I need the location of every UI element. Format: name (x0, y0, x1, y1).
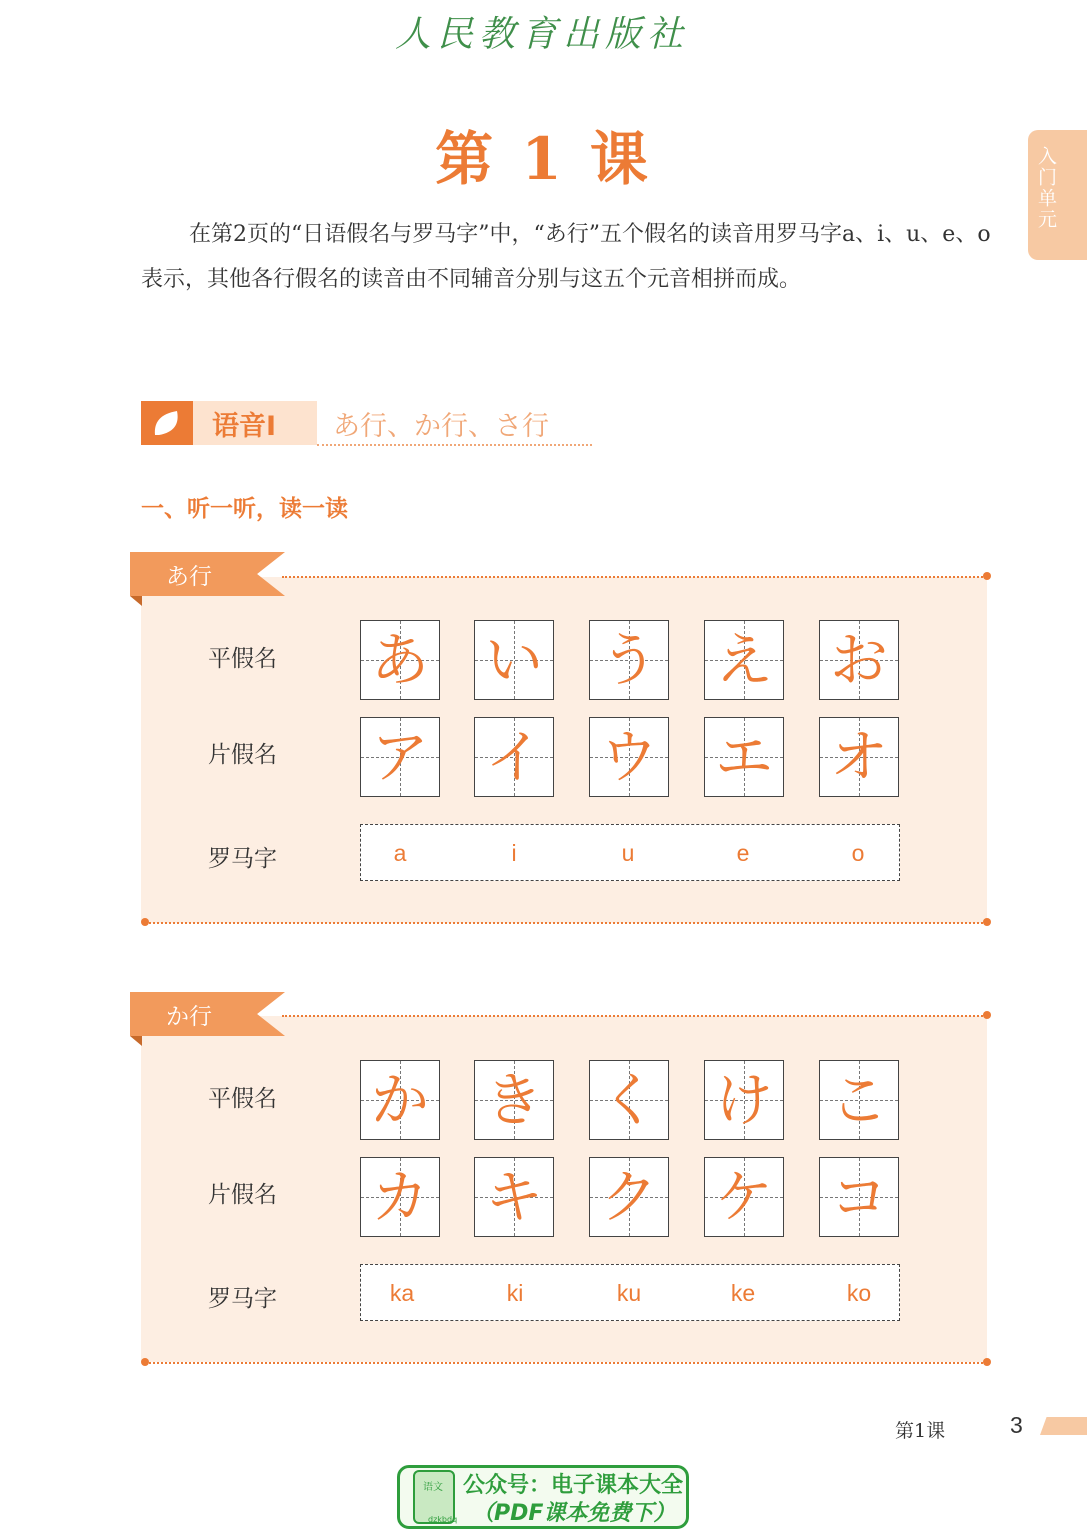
hiragana-char: け (714, 1066, 773, 1134)
kana-cell (819, 717, 899, 797)
exercise-heading: 一、听一听，读一读 (141, 496, 348, 522)
border-dot (983, 918, 991, 926)
watermark-line1: 公众号：电子课本大全 (463, 1473, 684, 1498)
romaji-text: o (851, 840, 865, 866)
romaji-text: ka (389, 1280, 415, 1306)
hiragana-char: あ (370, 626, 429, 694)
katakana-char: オ (829, 723, 888, 791)
hiragana-char: こ (829, 1066, 888, 1134)
book-icon-caption: dzkbdq (428, 1515, 458, 1524)
hiragana-char: う (599, 626, 658, 694)
hiragana-char: い (484, 626, 543, 694)
katakana-char: ア (370, 723, 429, 791)
kana-cell (474, 620, 554, 700)
kana-cell (360, 1157, 440, 1237)
kana-cell (704, 1157, 784, 1237)
katakana-label: 片假名 (208, 1182, 277, 1208)
kana-cell (589, 1157, 669, 1237)
kana-cell (474, 1157, 554, 1237)
katakana-label: 片假名 (208, 742, 277, 768)
unit-side-tab-label: 入门单元 (1035, 146, 1057, 230)
romaji-text: a (393, 840, 407, 866)
romaji-label: 罗马字 (208, 846, 277, 872)
hiragana-char: か (370, 1066, 429, 1134)
border-dot (141, 1358, 149, 1366)
kana-cell (819, 1157, 899, 1237)
kana-cell (819, 620, 899, 700)
kana-cell (474, 717, 554, 797)
row-tag-label: あ行 (166, 564, 212, 590)
hiragana-label: 平假名 (208, 646, 277, 672)
book-icon-label: 语文 (423, 1482, 443, 1493)
panel-bottom-border (145, 1362, 987, 1364)
section-subtitle: あ行、か行、さ行 (333, 411, 549, 442)
lesson-title: 第 1 课 (435, 125, 652, 193)
katakana-char: エ (714, 723, 773, 791)
border-dot (983, 572, 991, 580)
romaji-text: u (621, 840, 635, 866)
footer-lesson: 第1课 (895, 1420, 946, 1442)
section-underline (317, 444, 592, 446)
katakana-char: コ (829, 1163, 888, 1231)
katakana-char: イ (484, 723, 543, 791)
katakana-char: ケ (714, 1163, 773, 1231)
kana-cell (360, 620, 440, 700)
romaji-label: 罗马字 (208, 1286, 277, 1312)
hiragana-char: お (829, 626, 888, 694)
romaji-text: i (511, 840, 517, 866)
footer-accent-bar (1040, 1417, 1087, 1435)
section-label: 语音Ⅰ (212, 411, 277, 442)
hiragana-char: え (714, 626, 773, 694)
page-number: 3 (1010, 1412, 1023, 1438)
romaji-text: ku (616, 1280, 642, 1306)
katakana-char: キ (484, 1163, 543, 1231)
kana-cell (589, 620, 669, 700)
hiragana-char: く (599, 1066, 658, 1134)
panel-top-border (282, 1015, 987, 1017)
row-tag-label: か行 (166, 1004, 212, 1030)
kana-cell (704, 620, 784, 700)
watermark-line2: （PDF课本免费下） (472, 1501, 676, 1526)
romaji-text: ko (846, 1280, 872, 1306)
kana-cell (474, 1060, 554, 1140)
publisher-logo: 人民教育出版社 (395, 14, 690, 55)
kana-cell (589, 717, 669, 797)
katakana-char: ウ (599, 723, 658, 791)
katakana-char: カ (370, 1163, 429, 1231)
kana-cell (360, 717, 440, 797)
romaji-text: ke (730, 1280, 756, 1306)
border-dot (141, 918, 149, 926)
romaji-text: ki (506, 1280, 524, 1306)
intro-paragraph: 在第2页的“日语假名与罗马字”中，“あ行”五个假名的读音用罗马字a、i、u、e、o表示，其他各行假名的读音由不同辅音分别与这五个元音相拼而成。 (141, 222, 991, 292)
border-dot (983, 1011, 991, 1019)
panel-bottom-border (145, 922, 987, 924)
panel-top-border (282, 576, 987, 578)
kana-cell (589, 1060, 669, 1140)
hiragana-label: 平假名 (208, 1086, 277, 1112)
kana-cell (360, 1060, 440, 1140)
kana-cell (704, 717, 784, 797)
kana-cell (704, 1060, 784, 1140)
katakana-char: ク (599, 1163, 658, 1231)
hiragana-char: き (484, 1066, 543, 1134)
leaf-icon (141, 401, 193, 445)
kana-cell (819, 1060, 899, 1140)
border-dot (983, 1358, 991, 1366)
romaji-text: e (736, 840, 750, 866)
